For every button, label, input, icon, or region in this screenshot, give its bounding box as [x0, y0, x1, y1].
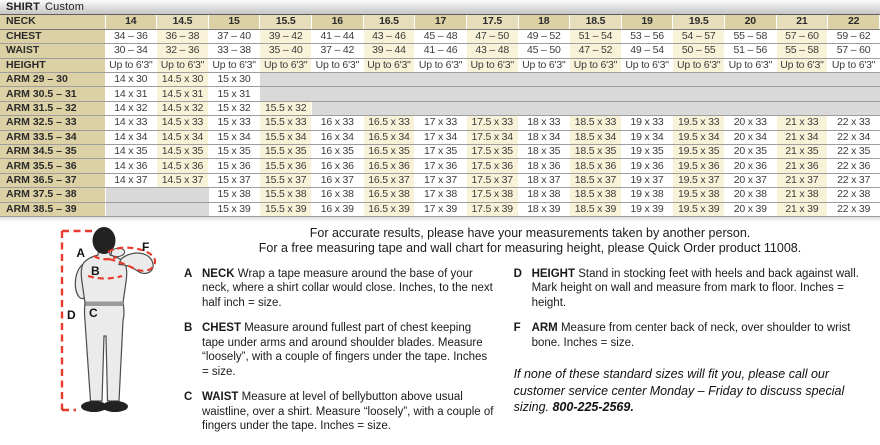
size-cell: 19.5 x 39 — [673, 202, 725, 216]
size-cell: 15 x 39 — [208, 202, 260, 216]
size-cell: 21 x 34 — [776, 130, 828, 144]
instruction-letter: C — [184, 391, 193, 404]
size-cell: 15 x 38 — [208, 188, 260, 202]
size-cell: 14 x 32 — [105, 101, 157, 115]
size-cell: 14.5 x 37 — [157, 173, 209, 187]
size-cell: Up to 6'3" — [570, 58, 622, 72]
empty-cell — [673, 87, 725, 101]
empty-cell — [260, 73, 312, 87]
size-cell: 41 – 46 — [415, 44, 467, 58]
size-cell: 17 x 33 — [415, 116, 467, 130]
size-cell: 57 – 60 — [776, 29, 828, 43]
size-cell: 19.5 x 38 — [673, 188, 725, 202]
row-label: ARM 35.5 – 36 — [0, 159, 105, 173]
size-cell: 16 x 35 — [312, 145, 364, 159]
table-row — [0, 58, 880, 72]
size-cell: 22 x 35 — [828, 145, 880, 159]
size-cell: 22 x 36 — [828, 159, 880, 173]
instruction-text: Wrap a tape measure around the base of your neck, where a shirt collar would close. Inches, to the next half inch = size. — [202, 267, 493, 309]
instruction-term: CHEST — [202, 322, 241, 335]
empty-cell — [105, 202, 157, 216]
empty-cell — [466, 101, 518, 115]
empty-cell — [673, 101, 725, 115]
empty-cell — [157, 202, 209, 216]
neck-size-header: 18 — [518, 15, 570, 29]
instruction-letter: F — [513, 322, 521, 335]
instruction-letter: B — [184, 322, 193, 335]
size-cell: 15 x 35 — [208, 145, 260, 159]
size-cell: 14.5 x 35 — [157, 145, 209, 159]
size-cell: 45 – 50 — [518, 44, 570, 58]
size-cell: 45 – 48 — [415, 29, 467, 43]
size-cell: 18 x 35 — [518, 145, 570, 159]
size-cell: 18 x 39 — [518, 202, 570, 216]
size-cell: 15.5 x 39 — [260, 202, 312, 216]
size-cell: Up to 6'3" — [312, 58, 364, 72]
size-cell: 15 x 34 — [208, 130, 260, 144]
size-cell: 20 x 38 — [725, 188, 777, 202]
instruction-arm — [514, 321, 880, 350]
size-cell: 19 x 38 — [621, 188, 673, 202]
size-cell: 34 – 36 — [105, 29, 157, 43]
empty-cell — [312, 101, 364, 115]
empty-cell — [570, 73, 622, 87]
size-cell: 18 x 33 — [518, 116, 570, 130]
empty-cell — [466, 87, 518, 101]
size-cell: 17.5 x 39 — [466, 202, 518, 216]
size-cell: 16 x 33 — [312, 116, 364, 130]
size-cell: 22 x 34 — [828, 130, 880, 144]
instruction-letter: A — [184, 267, 193, 280]
size-cell: 21 x 37 — [776, 173, 828, 187]
table-row — [0, 130, 880, 144]
size-cell: 14 x 37 — [105, 173, 157, 187]
instruction-term: ARM — [531, 322, 558, 335]
size-cell: 55 – 58 — [776, 44, 828, 58]
table-row — [0, 173, 880, 187]
empty-cell — [415, 73, 467, 87]
empty-cell — [828, 73, 880, 87]
size-cell: 16.5 x 35 — [363, 145, 415, 159]
size-cell: 55 – 58 — [725, 29, 777, 43]
instruction-waist — [184, 390, 496, 434]
size-cell: Up to 6'3" — [466, 58, 518, 72]
size-cell: 15.5 x 37 — [260, 173, 312, 187]
neck-header-label: NECK — [0, 15, 105, 29]
size-cell: 14.5 x 33 — [157, 116, 209, 130]
size-cell: 18.5 x 34 — [570, 130, 622, 144]
size-cell: 19 x 35 — [621, 145, 673, 159]
size-cell: 57 – 60 — [828, 44, 880, 58]
empty-cell — [621, 101, 673, 115]
neck-size-header: 15 — [208, 15, 260, 29]
size-cell: 18.5 x 35 — [570, 145, 622, 159]
neck-size-header: 17.5 — [466, 15, 518, 29]
size-cell: 18.5 x 36 — [570, 159, 622, 173]
empty-cell — [415, 87, 467, 101]
size-cell: 20 x 39 — [725, 202, 777, 216]
neck-size-header: 22 — [828, 15, 880, 29]
figure-shoe-right — [102, 401, 128, 412]
neck-header-row — [0, 15, 880, 29]
size-cell: 18 x 38 — [518, 188, 570, 202]
size-cell: 17 x 39 — [415, 202, 467, 216]
empty-cell — [157, 188, 209, 202]
person-figure — [75, 227, 153, 412]
size-cell: 41 – 44 — [312, 29, 364, 43]
size-cell: 15 x 37 — [208, 173, 260, 187]
table-bottom-fade — [0, 217, 880, 222]
instruction-letter: D — [513, 267, 522, 280]
neck-size-header: 15.5 — [260, 15, 312, 29]
size-cell: 30 – 34 — [105, 44, 157, 58]
size-cell: 20 x 34 — [725, 130, 777, 144]
size-cell: 17 x 35 — [415, 145, 467, 159]
size-cell: 18 x 37 — [518, 173, 570, 187]
row-label: HEIGHT — [0, 58, 105, 72]
size-cell: 21 x 38 — [776, 188, 828, 202]
size-cell: 14.5 x 31 — [157, 87, 209, 101]
neck-size-header: 17 — [415, 15, 467, 29]
neck-size-header: 21 — [776, 15, 828, 29]
measurement-figure — [4, 224, 176, 430]
table-row — [0, 145, 880, 159]
size-cell: 19.5 x 37 — [673, 173, 725, 187]
size-cell: 15.5 x 33 — [260, 116, 312, 130]
empty-cell — [621, 87, 673, 101]
row-label: ARM 34.5 – 35 — [0, 145, 105, 159]
size-cell: 16 x 38 — [312, 188, 364, 202]
size-cell: 17 x 38 — [415, 188, 467, 202]
neck-size-header: 14.5 — [157, 15, 209, 29]
size-cell: 17.5 x 34 — [466, 130, 518, 144]
size-cell: 17 x 34 — [415, 130, 467, 144]
instruction-neck — [184, 267, 496, 311]
size-cell: 20 x 35 — [725, 145, 777, 159]
note-text: If none of these standard sizes will fit you, please call our customer service center Monday – Friday to discuss special sizing. — [513, 367, 845, 415]
row-label: ARM 38.5 – 39 — [0, 202, 105, 216]
size-cell: 33 – 38 — [208, 44, 260, 58]
size-cell: 21 x 33 — [776, 116, 828, 130]
size-cell: 19 x 33 — [621, 116, 673, 130]
table-row — [0, 101, 880, 115]
row-label: ARM 36.5 – 37 — [0, 173, 105, 187]
table-row — [0, 159, 880, 173]
size-cell: 39 – 42 — [260, 29, 312, 43]
size-cell: 15 x 30 — [208, 73, 260, 87]
row-label: CHEST — [0, 29, 105, 43]
intro-line-2: For a free measuring tape and wall chart for measuring height, please Quick Order product 11008. — [258, 241, 802, 256]
size-cell: 19.5 x 34 — [673, 130, 725, 144]
empty-cell — [828, 101, 880, 115]
instructions-right-column — [514, 267, 880, 445]
size-cell: 16.5 x 33 — [363, 116, 415, 130]
size-cell: 19.5 x 35 — [673, 145, 725, 159]
size-cell: 22 x 37 — [828, 173, 880, 187]
size-cell: 15 x 33 — [208, 116, 260, 130]
chart-title: SHIRT — [6, 1, 40, 13]
size-cell: 14.5 x 30 — [157, 73, 209, 87]
size-cell: 14 x 36 — [105, 159, 157, 173]
size-cell: 47 – 50 — [466, 29, 518, 43]
size-cell: 16.5 x 37 — [363, 173, 415, 187]
row-label: ARM 32.5 – 33 — [0, 116, 105, 130]
size-cell: 19.5 x 33 — [673, 116, 725, 130]
size-cell: 15.5 x 32 — [260, 101, 312, 115]
empty-cell — [570, 87, 622, 101]
size-cell: 15.5 x 36 — [260, 159, 312, 173]
size-cell: 17.5 x 36 — [466, 159, 518, 173]
size-cell: 21 x 36 — [776, 159, 828, 173]
size-cell: 16 x 34 — [312, 130, 364, 144]
size-cell: 16.5 x 36 — [363, 159, 415, 173]
size-cell: 36 – 38 — [157, 29, 209, 43]
special-sizing-note — [514, 366, 880, 416]
size-cell: 16 x 37 — [312, 173, 364, 187]
row-label: ARM 33.5 – 34 — [0, 130, 105, 144]
size-cell: 49 – 54 — [621, 44, 673, 58]
neck-size-header: 20 — [725, 15, 777, 29]
table-row — [0, 116, 880, 130]
figure-label-a: A — [76, 245, 85, 260]
size-cell: 14 x 30 — [105, 73, 157, 87]
neck-size-header: 16.5 — [363, 15, 415, 29]
size-cell: 43 – 46 — [363, 29, 415, 43]
size-cell: 17 x 37 — [415, 173, 467, 187]
row-label: ARM 30.5 – 31 — [0, 87, 105, 101]
size-cell: 47 – 52 — [570, 44, 622, 58]
table-row — [0, 44, 880, 58]
size-cell: 14 x 35 — [105, 145, 157, 159]
size-cell: 15 x 31 — [208, 87, 260, 101]
size-cell: 21 x 39 — [776, 202, 828, 216]
size-cell: 15 x 32 — [208, 101, 260, 115]
table-row — [0, 87, 880, 101]
size-cell: 16.5 x 38 — [363, 188, 415, 202]
size-cell: Up to 6'3" — [621, 58, 673, 72]
empty-cell — [363, 87, 415, 101]
intro-text — [180, 226, 880, 257]
instructions-left-column — [184, 267, 496, 445]
size-cell: 22 x 39 — [828, 202, 880, 216]
intro-line-1: For accurate results, please have your measurements taken by another person. — [309, 225, 751, 240]
size-cell: 15 x 36 — [208, 159, 260, 173]
empty-cell — [518, 101, 570, 115]
table-row — [0, 29, 880, 43]
size-cell: Up to 6'3" — [208, 58, 260, 72]
size-cell: 53 – 56 — [621, 29, 673, 43]
empty-cell — [673, 73, 725, 87]
instruction-text: Measure around fullest part of chest keeping tape under arms and around shoulder blades. Measure “loosely”, with a couple of fingers under the tape. Inches = size. — [202, 322, 488, 378]
row-label: ARM 37.5 – 38 — [0, 188, 105, 202]
empty-cell — [312, 87, 364, 101]
size-cell: 14.5 x 34 — [157, 130, 209, 144]
size-cell: 37 – 40 — [208, 29, 260, 43]
size-cell: 20 x 33 — [725, 116, 777, 130]
size-cell: 19 x 36 — [621, 159, 673, 173]
size-cell: 14 x 33 — [105, 116, 157, 130]
empty-cell — [415, 101, 467, 115]
size-cell: 17.5 x 37 — [466, 173, 518, 187]
size-cell: 19 x 37 — [621, 173, 673, 187]
size-cell: 19 x 34 — [621, 130, 673, 144]
instruction-term: HEIGHT — [531, 267, 576, 280]
size-cell: 21 x 35 — [776, 145, 828, 159]
size-cell: Up to 6'3" — [157, 58, 209, 72]
neck-size-header: 14 — [105, 15, 157, 29]
size-cell: 17.5 x 35 — [466, 145, 518, 159]
size-cell: 20 x 36 — [725, 159, 777, 173]
size-cell: Up to 6'3" — [725, 58, 777, 72]
empty-cell — [518, 73, 570, 87]
size-cell: 50 – 55 — [673, 44, 725, 58]
empty-cell — [776, 73, 828, 87]
size-cell: 18.5 x 39 — [570, 202, 622, 216]
size-cell: Up to 6'3" — [673, 58, 725, 72]
size-cell: 15.5 x 38 — [260, 188, 312, 202]
figure-label-f: F — [142, 239, 150, 254]
empty-cell — [725, 73, 777, 87]
size-cell: 51 – 56 — [725, 44, 777, 58]
size-cell: 14 x 34 — [105, 130, 157, 144]
empty-cell — [105, 188, 157, 202]
size-cell: Up to 6'3" — [776, 58, 828, 72]
size-cell: 19.5 x 36 — [673, 159, 725, 173]
size-cell: Up to 6'3" — [105, 58, 157, 72]
figure-body — [81, 246, 126, 401]
size-cell: 17.5 x 38 — [466, 188, 518, 202]
size-cell: 39 – 44 — [363, 44, 415, 58]
empty-cell — [828, 87, 880, 101]
size-cell: 15.5 x 35 — [260, 145, 312, 159]
measurement-figure-svg — [4, 224, 176, 430]
size-cell: 16.5 x 39 — [363, 202, 415, 216]
size-cell: 14 x 31 — [105, 87, 157, 101]
size-cell: Up to 6'3" — [415, 58, 467, 72]
table-row — [0, 188, 880, 202]
size-cell: 16.5 x 34 — [363, 130, 415, 144]
size-cell: Up to 6'3" — [260, 58, 312, 72]
empty-cell — [725, 87, 777, 101]
chart-title-variant: Custom — [45, 1, 85, 13]
instruction-text: Measure at level of bellybutton above usual waistline, over a shirt. Measure “loosely”, with a couple of fingers under the tape. Inches = size. — [202, 391, 494, 433]
figure-label-d: D — [67, 307, 76, 322]
size-cell: 17.5 x 33 — [466, 116, 518, 130]
measuring-instructions-section — [0, 224, 880, 432]
size-cell: 32 – 36 — [157, 44, 209, 58]
customer-service-phone: 800-225-2569. — [552, 400, 634, 415]
instruction-text: Stand in stocking feet with heels and back against wall. Mark height on wall and measure from mark to floor. Inches = height. — [531, 267, 859, 309]
figure-label-c: C — [89, 305, 98, 320]
empty-cell — [363, 101, 415, 115]
empty-cell — [466, 73, 518, 87]
size-cell: 43 – 48 — [466, 44, 518, 58]
chart-title-bar — [0, 0, 880, 15]
neck-size-header: 19.5 — [673, 15, 725, 29]
size-cell: 15.5 x 34 — [260, 130, 312, 144]
size-cell: 14.5 x 32 — [157, 101, 209, 115]
row-label: WAIST — [0, 44, 105, 58]
size-cell: 18 x 36 — [518, 159, 570, 173]
empty-cell — [570, 101, 622, 115]
size-cell: Up to 6'3" — [828, 58, 880, 72]
instruction-text: Measure from center back of neck, over shoulder to wrist bone. Inches = size. — [531, 322, 851, 349]
neck-size-header: 16 — [312, 15, 364, 29]
size-cell: 20 x 37 — [725, 173, 777, 187]
size-cell: 16 x 36 — [312, 159, 364, 173]
neck-size-header: 19 — [621, 15, 673, 29]
size-cell: 18.5 x 38 — [570, 188, 622, 202]
table-row — [0, 73, 880, 87]
neck-size-header: 18.5 — [570, 15, 622, 29]
size-cell: Up to 6'3" — [363, 58, 415, 72]
empty-cell — [312, 73, 364, 87]
table-row — [0, 202, 880, 216]
size-cell: 22 x 38 — [828, 188, 880, 202]
instruction-term: NECK — [202, 267, 235, 280]
size-cell: 59 – 62 — [828, 29, 880, 43]
size-cell: 17 x 36 — [415, 159, 467, 173]
size-cell: 18.5 x 33 — [570, 116, 622, 130]
figure-label-b: B — [91, 263, 100, 278]
size-cell: 54 – 57 — [673, 29, 725, 43]
instruction-term: WAIST — [202, 391, 239, 404]
empty-cell — [776, 101, 828, 115]
size-cell: 51 – 54 — [570, 29, 622, 43]
size-cell: 16 x 39 — [312, 202, 364, 216]
empty-cell — [363, 73, 415, 87]
size-cell: 18.5 x 37 — [570, 173, 622, 187]
empty-cell — [621, 73, 673, 87]
size-cell: 14.5 x 36 — [157, 159, 209, 173]
size-cell: Up to 6'3" — [518, 58, 570, 72]
empty-cell — [776, 87, 828, 101]
row-label: ARM 31.5 – 32 — [0, 101, 105, 115]
size-chart-table — [0, 15, 880, 217]
size-cell: 37 – 42 — [312, 44, 364, 58]
size-cell: 35 – 40 — [260, 44, 312, 58]
size-cell: 22 x 33 — [828, 116, 880, 130]
instruction-chest — [184, 321, 496, 379]
size-cell: 49 – 52 — [518, 29, 570, 43]
size-cell: 19 x 39 — [621, 202, 673, 216]
empty-cell — [260, 87, 312, 101]
empty-cell — [518, 87, 570, 101]
size-cell: 18 x 34 — [518, 130, 570, 144]
empty-cell — [725, 101, 777, 115]
row-label: ARM 29 – 30 — [0, 73, 105, 87]
instruction-height — [514, 267, 880, 311]
